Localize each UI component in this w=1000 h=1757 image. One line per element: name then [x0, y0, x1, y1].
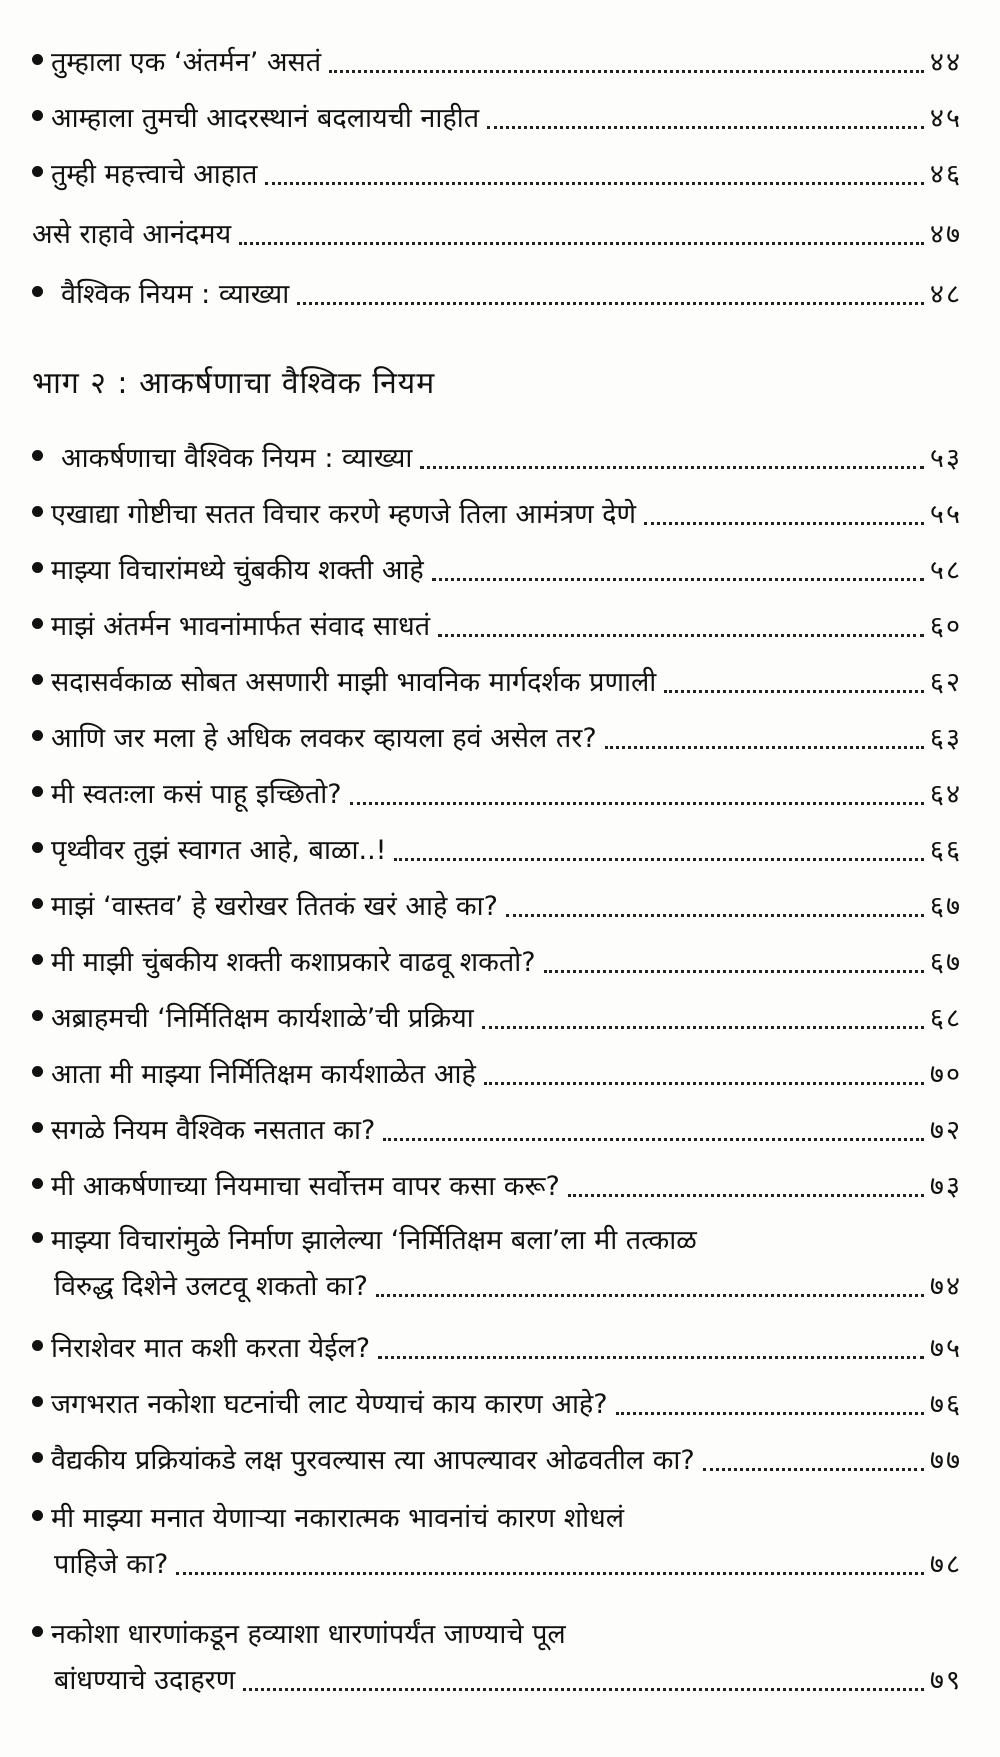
toc-entry-title	[32, 944, 536, 982]
dot-leader	[703, 1468, 924, 1471]
toc-entry-page: ५३	[929, 443, 962, 474]
bullet-icon	[32, 1066, 43, 1077]
toc-entry-text: मी माझ्या मनात येणाऱ्या नकारात्मक भावनांचं कारण शोधलं	[51, 1503, 624, 1534]
toc-entry-page: ४५	[929, 103, 962, 134]
toc-entry	[32, 496, 962, 534]
dot-leader	[568, 1194, 924, 1197]
bullet-icon	[32, 1340, 43, 1351]
toc-entry-title	[32, 1168, 560, 1206]
toc-entry-page: ४६	[929, 159, 962, 190]
bullet-icon	[32, 450, 43, 461]
toc-entry-text: माझ्या विचारांमुळे निर्माण झालेल्या ‘निर्मितिक्षम बला’ला मी तत्काळ	[51, 1225, 697, 1256]
toc-entry-text: वैद्यकीय प्रक्रियांकडे लक्ष पुरवल्यास त्या आपल्यावर ओढवतील का?	[51, 1445, 695, 1476]
toc-entry-text: आता मी माझ्या निर्मितिक्षम कार्यशाळेत आहे	[51, 1059, 476, 1090]
toc-entry-title-line1	[32, 1500, 962, 1538]
bullet-icon	[32, 730, 43, 741]
toc-entry-title-line2: बांधण्याचे उदाहरण	[54, 1665, 236, 1696]
toc-entry-title-line1	[32, 1222, 962, 1260]
toc-entry-multiline	[32, 1616, 962, 1700]
dot-leader	[487, 126, 924, 129]
toc-entry-title	[32, 276, 289, 314]
toc-entry-text: आणि जर मला हे अधिक लवकर व्हायला हवं असेल तर?	[51, 723, 597, 754]
toc-entry-title	[32, 888, 498, 926]
bullet-icon	[32, 1510, 43, 1521]
toc-entry-text: मी आकर्षणाच्या नियमाचा सर्वोत्तम वापर कसा करू?	[51, 1171, 560, 1202]
toc-entry-page: ७४	[929, 1271, 962, 1302]
toc-entry-text: जगभरात नकोशा घटनांची लाट येण्याचं काय कारण आहे?	[51, 1389, 608, 1420]
dot-leader	[378, 1356, 924, 1359]
toc-entry	[32, 608, 962, 646]
section-heading: भाग २ : आकर्षणाचा वैश्विक नियम	[32, 366, 436, 401]
bullet-icon	[32, 1122, 43, 1133]
bullet-icon	[32, 786, 43, 797]
toc-entry	[32, 944, 962, 982]
bullet-icon	[32, 1178, 43, 1189]
dot-leader	[664, 690, 924, 693]
bullet-icon	[32, 842, 43, 853]
toc-entry-page: ४८	[929, 279, 962, 310]
toc-entry	[32, 832, 962, 870]
toc-entry-title-line1	[32, 1616, 962, 1654]
toc-entry-page: ६२	[929, 667, 962, 698]
dot-leader	[297, 302, 924, 305]
toc-entry-page: ७८	[929, 1549, 962, 1580]
dot-leader	[544, 970, 924, 973]
toc-entry-text: सगळे नियम वैश्विक नसतात का?	[51, 1115, 376, 1146]
toc-entry-page: ७०	[929, 1059, 962, 1090]
toc-entry-title	[32, 608, 430, 646]
toc-entry-page: ६८	[929, 1003, 962, 1034]
toc-entry-page: ४७	[929, 219, 962, 250]
toc-entry	[32, 44, 962, 82]
toc-entry-text: माझं ‘वास्तव’ हे खरोखर तितकं खरं आहे का?	[51, 891, 498, 922]
toc-entry	[32, 100, 962, 138]
toc-entry-text: अब्राहमची ‘निर्मितिक्षम कार्यशाळे’ची प्रक्रिया	[51, 1003, 474, 1034]
toc-entry	[32, 1056, 962, 1094]
toc-entry-title	[32, 44, 321, 82]
bullet-icon	[32, 506, 43, 517]
dot-leader	[484, 1082, 924, 1085]
toc-entry-title	[32, 1112, 375, 1150]
dot-leader	[605, 746, 924, 749]
bullet-icon	[32, 1010, 43, 1021]
toc-entry-title	[32, 1000, 474, 1038]
toc-entry-page: ६४	[929, 779, 962, 810]
dot-leader	[420, 466, 924, 469]
bullet-icon	[32, 286, 43, 297]
toc-entry-text: एखाद्या गोष्टीचा सतत विचार करणे म्हणजे तिला आमंत्रण देणे	[51, 499, 637, 530]
toc-entry	[32, 776, 962, 814]
toc-entry-text: मी माझी चुंबकीय शक्ती कशाप्रकारे वाढवू शकतो?	[51, 947, 536, 978]
toc-entry-text: वैश्विक नियम : व्याख्या	[61, 279, 290, 310]
dot-leader	[265, 182, 923, 185]
bullet-icon	[32, 1232, 43, 1243]
toc-entry	[32, 216, 962, 254]
toc-entry-title	[32, 664, 656, 702]
toc-entry-title	[32, 156, 257, 194]
toc-entry	[32, 440, 962, 478]
bullet-icon	[32, 954, 43, 965]
toc-entry-page: ५५	[929, 499, 962, 530]
toc-entry	[32, 1000, 962, 1038]
dot-leader	[644, 522, 924, 525]
toc-entry-title	[32, 1330, 370, 1368]
toc-entry-page: ७२	[929, 1115, 962, 1146]
toc-entry-title: असे राहावे आनंदमय	[32, 219, 232, 250]
toc-entry	[32, 720, 962, 758]
toc-entry-text: माझं अंतर्मन भावनांमार्फत संवाद साधतं	[51, 611, 431, 642]
toc-entry-title	[32, 832, 386, 870]
dot-leader	[329, 70, 924, 73]
toc-entry-text: तुम्हाला एक ‘अंतर्मन’ असतं	[51, 47, 322, 78]
toc-entry-title	[32, 776, 342, 814]
toc-entry	[32, 1442, 962, 1480]
toc-entry	[32, 1168, 962, 1206]
toc-entry-title	[32, 1386, 608, 1424]
bullet-icon	[32, 618, 43, 629]
toc-entry-line2	[32, 1662, 962, 1700]
toc-entry-text: सदासर्वकाळ सोबत असणारी माझी भावनिक मार्गदर्शक प्रणाली	[51, 667, 657, 698]
toc-entry	[32, 276, 962, 314]
toc-entry-title	[32, 720, 597, 758]
toc-entry-line2	[32, 1546, 962, 1584]
toc-entry-text: माझ्या विचारांमध्ये चुंबकीय शक्ती आहे	[51, 555, 424, 586]
dot-leader	[239, 242, 924, 245]
toc-entry	[32, 1386, 962, 1424]
bullet-icon	[32, 166, 43, 177]
dot-leader	[376, 1294, 924, 1297]
toc-entry-page: ५८	[929, 555, 962, 586]
dot-leader	[506, 914, 924, 917]
toc-entry-page: ७७	[929, 1445, 962, 1476]
toc-entry-multiline	[32, 1222, 962, 1306]
bullet-icon	[32, 110, 43, 121]
toc-entry-page: ७६	[929, 1389, 962, 1420]
bullet-icon	[32, 562, 43, 573]
toc-entry-title	[32, 1442, 695, 1480]
dot-leader	[176, 1572, 924, 1575]
bullet-icon	[32, 1626, 43, 1637]
toc-entry-page: ६०	[929, 611, 962, 642]
toc-entry-text: आकर्षणाचा वैश्विक नियम : व्याख्या	[61, 443, 413, 474]
dot-leader	[616, 1412, 924, 1415]
toc-entry-text: आम्हाला तुमची आदरस्थानं बदलायची नाहीत	[51, 103, 480, 134]
toc-entry-title-line2: विरुद्ध दिशेने उलटवू शकतो का?	[54, 1271, 368, 1302]
toc-entry	[32, 1112, 962, 1150]
toc-entry-multiline	[32, 1500, 962, 1584]
dot-leader	[243, 1688, 924, 1691]
toc-entry-text: नकोशा धारणांकडून हव्याशा धारणांपर्यंत जाण्याचे पूल	[51, 1619, 566, 1650]
bullet-icon	[32, 674, 43, 685]
dot-leader	[350, 802, 924, 805]
bullet-icon	[32, 54, 43, 65]
toc-entry-title	[32, 552, 424, 590]
bullet-icon	[32, 898, 43, 909]
dot-leader	[432, 578, 924, 581]
toc-entry-page: ७५	[929, 1333, 962, 1364]
toc-entry	[32, 888, 962, 926]
dot-leader	[394, 858, 923, 861]
dot-leader	[438, 634, 924, 637]
toc-entry-text: तुम्ही महत्त्वाचे आहात	[51, 159, 258, 190]
toc-entry-title	[32, 1056, 476, 1094]
toc-entry-page: ६७	[929, 891, 962, 922]
bullet-icon	[32, 1452, 43, 1463]
toc-entry-text: मी स्वतःला कसं पाहू इच्छितो?	[51, 779, 342, 810]
toc-entry-line2	[32, 1268, 962, 1306]
dot-leader	[383, 1138, 924, 1141]
toc-entry-text: निराशेवर मात कशी करता येईल?	[51, 1333, 371, 1364]
toc-entry-page: ७३	[929, 1171, 962, 1202]
toc-entry	[32, 156, 962, 194]
toc-entry-page: ७९	[929, 1665, 962, 1696]
toc-entry-page: ६६	[929, 835, 962, 866]
bullet-icon	[32, 1396, 43, 1407]
toc-entry-text: पृथ्वीवर तुझं स्वागत आहे, बाळा..!	[51, 835, 387, 866]
toc-entry	[32, 664, 962, 702]
toc-entry	[32, 552, 962, 590]
toc-entry	[32, 1330, 962, 1368]
toc-entry-page: ४४	[929, 47, 962, 78]
toc-entry-title-line2: पाहिजे का?	[54, 1549, 169, 1580]
dot-leader	[482, 1026, 924, 1029]
toc-entry-page: ६७	[929, 947, 962, 978]
toc-entry-title	[32, 496, 636, 534]
toc-entry-title	[32, 440, 412, 478]
toc-entry-page: ६३	[929, 723, 962, 754]
toc-entry-title	[32, 100, 479, 138]
